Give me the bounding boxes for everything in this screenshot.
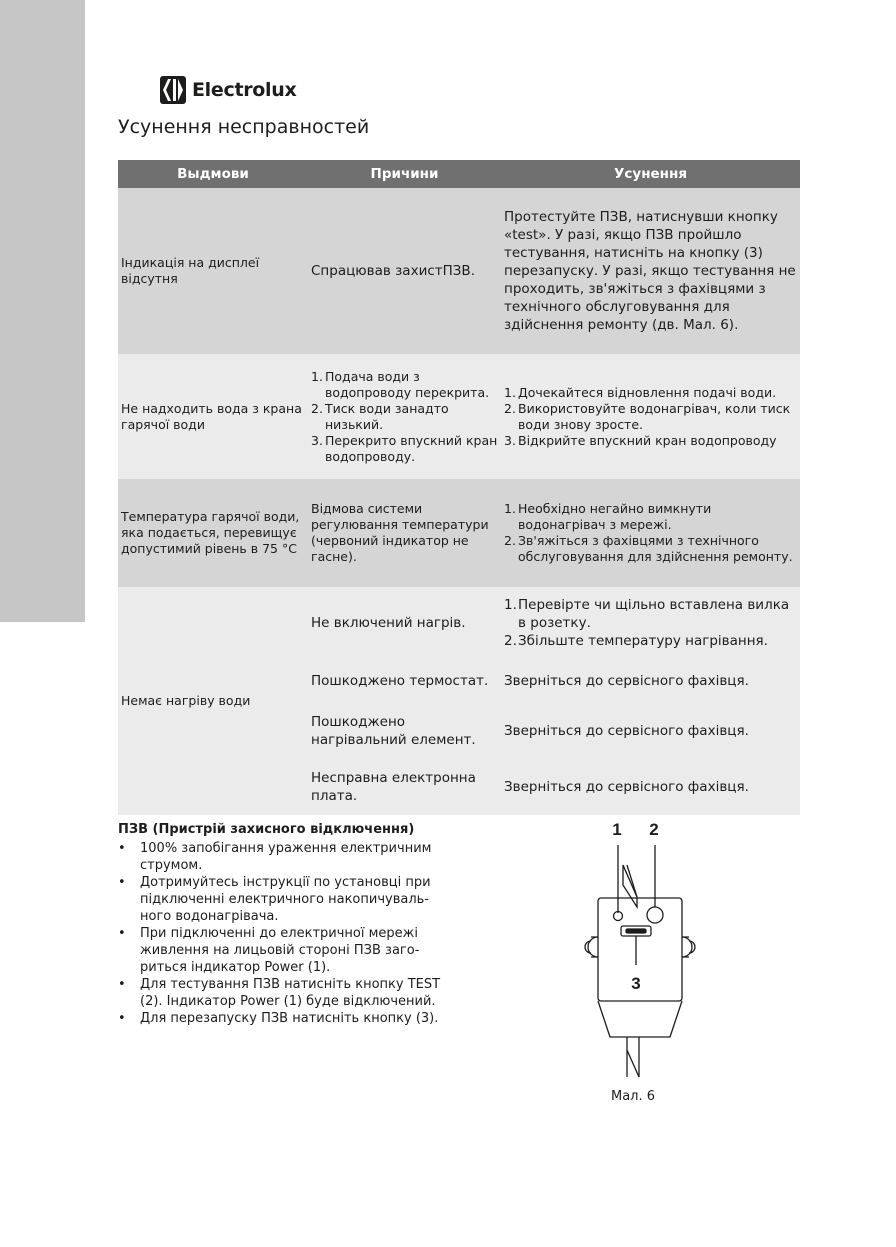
list-item: • Для тестування ПЗВ натисніть кнопку TEST (2). Індикатор Power (1) буде відключений.	[118, 977, 441, 1009]
right-ear	[682, 937, 692, 957]
remedy-cell	[501, 479, 800, 587]
list-item: • Для перезапуску ПЗВ натисніть кнопку (3).	[118, 1011, 439, 1026]
remedy-cell: Зверніться до сервісного фахівця.	[501, 703, 800, 759]
fault-cell: Температура гарячої води, яка подається, перевищує допустимий рівень в 75 °С	[118, 479, 308, 587]
list-item: 1.Перевірте чи щільно вставлена вилка в розетку.	[504, 597, 790, 631]
list-item: • Дотримуйтесь інструкції по установці при підключенні електричного накопичуваль-ного водонагрівача.	[118, 875, 431, 924]
list-item: 1. Необхідно негайно вимкнути водонагрівач з мережі.	[504, 501, 712, 532]
cause-cell: Пошкоджено термостат.	[308, 659, 501, 703]
header-remedy: Усунення	[501, 160, 800, 188]
troubleshooting-table	[118, 160, 800, 815]
list-item: 1. Дочекайтеся відновлення подачі води.	[504, 384, 777, 400]
remedy-cell: Протестуйте ПЗВ, натиснувши кнопку «test». У разі, якщо ПЗВ пройшло тестування, натисніть на кнопку (3) перезапуску. У разі, якщо тестування не проходить, зв'яжіться з фахівцями з технічного обслуговування для здійснення ремонту (дв. Мал. 6).	[501, 188, 800, 354]
list-item: 3. Перекрито впускний кран водопроводу.	[311, 432, 498, 464]
label-2: 2	[649, 820, 659, 839]
remedy-cell: Зверніться до сервісного фахівця.	[501, 759, 800, 815]
bullet: •	[118, 1011, 126, 1026]
electrolux-logo-icon	[160, 76, 186, 104]
remedy-cell	[501, 587, 800, 659]
list-item: 2.Збільште температуру нагрівання.	[504, 633, 768, 649]
table-row	[118, 479, 800, 587]
list-item: • 100% запобігання ураження електричним струмом.	[118, 841, 432, 873]
figure-caption: Мал. 6	[611, 1089, 656, 1104]
table-row	[118, 587, 800, 659]
fault-cell: Не надходить вода з крана гарячої води	[118, 354, 308, 479]
list-item: • При підключенні до електричної мережі живлення на лицьовій стороні ПЗВ заго-риться індикатор Power (1).	[118, 926, 420, 975]
bullet: •	[118, 841, 126, 856]
fault-cell: Індикація на дисплеї відсутня	[118, 188, 308, 354]
cause-cell: Відмова системи регулювання температури (червоний індикатор не гасне).	[308, 479, 501, 587]
table-row	[118, 188, 800, 354]
bullet: •	[118, 926, 126, 941]
header-fault: Выдмови	[118, 160, 308, 188]
rcd-section-title: ПЗВ (Пристрій захисного відключення)	[118, 822, 415, 837]
brand-name: Electrolux	[192, 79, 297, 101]
label-3: 3	[631, 974, 641, 993]
fault-cell: Немає нагріву води	[118, 587, 308, 815]
rcd-device-diagram	[565, 815, 715, 1115]
side-tab-bar	[0, 0, 85, 622]
brand-logo	[160, 76, 296, 104]
list-item: 2. Використовуйте водонагрівач, коли тиск води знову зросте.	[504, 400, 791, 432]
cause-cell: Не включений нагрів.	[308, 587, 501, 659]
rcd-list	[118, 840, 458, 1027]
bullet: •	[118, 977, 126, 992]
table-row	[118, 354, 800, 479]
cause-cell: Несправна електронна плата.	[308, 759, 501, 815]
bullet: •	[118, 875, 126, 890]
cause-cell	[308, 354, 501, 479]
test-button	[647, 907, 663, 923]
list-item: 2. Зв'яжіться з фахівцями з технічного обслуговування для здійснення ремонту.	[504, 533, 793, 564]
list-item: 2. Тиск води занадто низький.	[311, 400, 449, 432]
rcd-taper	[598, 1001, 682, 1037]
cause-cell: Спрацював захистПЗВ.	[308, 188, 501, 354]
remedy-cell	[501, 354, 800, 479]
page-title: Усунення несправностей	[118, 116, 370, 138]
lower-cable	[627, 1037, 639, 1077]
table-header-row	[118, 160, 800, 188]
header-cause: Причини	[308, 160, 501, 188]
label-1: 1	[612, 820, 622, 839]
remedy-cell: Зверніться до сервісного фахівця.	[501, 659, 800, 703]
list-item: 3. Відкрийте впускний кран водопроводу	[504, 432, 777, 448]
left-ear	[588, 937, 598, 957]
cause-cell: Пошкоджено нагрівальний елемент.	[308, 703, 501, 759]
list-item: 1. Подача води з водопроводу перекрита.	[311, 368, 490, 400]
